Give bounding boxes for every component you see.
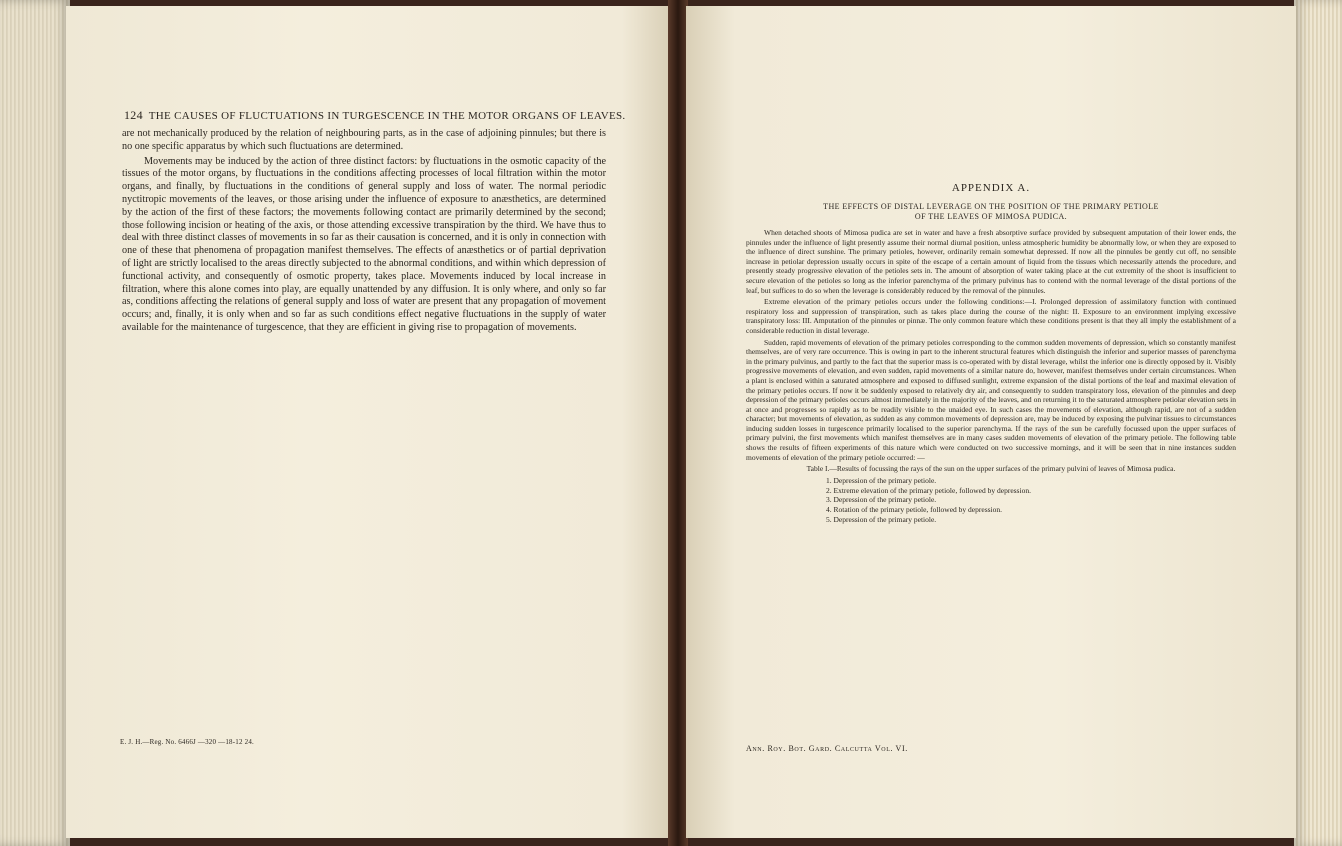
book-gutter bbox=[668, 0, 688, 846]
section-title bbox=[756, 202, 1226, 222]
right-page-edges bbox=[1294, 0, 1342, 846]
journal-footer: Ann. Roy. Bot. Gard. Calcutta Vol. VI. bbox=[746, 744, 908, 753]
running-head bbox=[124, 108, 625, 123]
left-page bbox=[66, 6, 670, 838]
section-title-line: THE EFFECTS OF DISTAL LEVERAGE ON THE POSITION OF THE PRIMARY PETIOLE bbox=[823, 202, 1159, 211]
paragraph: When detached shoots of Mimosa pudica are set in water and have a fresh absorptive surface provided by subsequent amputation of their lower ends, the pinnules under the influence of light presently assume their normal diurnal position, unless atmospheric humidity be abnormally low, or when they are exposed to the influence of direct sunshine. The primary petioles, however, ordinarily remain somewhat depressed. If now all the pinnules be gently cut off, no sensible increase in petiolar depression usually occurs in spite of the escape of a certain amount of liquid from the tissues which necessarily attends the procedure, and presently steady progressive elevation of the petioles sets in. The amount of absorption of water taking place at the cut extremity of the shoot is insufficient to secure elevation of the petioles so long as the inferior parenchyma of the primary pulvinus has to contend with the normal leverage of the distal portions of the leaf, but suffices to do so when the leverage is considerably reduced by the removal of the pinnules. bbox=[746, 228, 1236, 295]
list-item: 2. Extreme elevation of the primary petiole, followed by depression. bbox=[826, 485, 1031, 495]
paragraph: are not mechanically produced by the relation of neighbouring parts, as in the case of adjoining pinnules; but there is no one specific apparatus by which such fluctuations are determined. bbox=[122, 128, 606, 152]
paragraph: Sudden, rapid movements of elevation of the primary petioles corresponding to the common sudden movements of depression, which so constantly manifest themselves, are of very rare occurrence. This is owing in part to the inherent structural features which distinguish the inferior and superior masses of parenchyma in the primary pulvinus, and partly to the fact that the superior mass is co-operated with by distal leverage, whilst the inferior one is directly opposed by it. Visibly progressive movements of elevation, and even sudden, rapid movements of a similar nature do, however, manifest themselves under certain circumstances. When a plant is enclosed within a saturated atmosphere and exposed to diffused sunlight, extreme expansion of the distal portions of the leaf and maximal elevation of the primary petioles occurs. If now it be suddenly exposed to relatively dry air, and consequently to sudden transpiratory loss, elevation of the pinnules and deep depression of the primary petioles occurs almost immediately in the majority of the leaves, and on returning it to the saturated atmosphere petiolar elevation sets in at once and progresses so rapidly as to be readily visible to the unaided eye. In such cases the movements of elevation, although rapid, are not of a sudden character; but movements of elevation, as sudden as any common movements of depression are, may be induced by exposing the pulvinar tissues to circumstances inducing sudden losses in turgescence primarily localised to the superior parenchyma. If the rays of the sun be carefully focussed upon the upper surfaces of primary pulvini, the first movements which manifest themselves are in many cases sudden movements of elevation of the primary petiole. The following table shows the results of fifteen experiments of this nature which were conducted on two successive mornings, and it will be seen that in nine instances sudden movements of elevation of the primary petiole occurred: — bbox=[746, 337, 1236, 462]
table-caption: Table I.—Results of focussing the rays of the sun on the upper surfaces of the primary pulvini of leaves of Mimosa pudica. bbox=[806, 464, 1176, 474]
appendix-title: APPENDIX A. bbox=[951, 182, 1031, 194]
table-list bbox=[826, 476, 1236, 525]
running-head-title: THE CAUSES OF FLUCTUATIONS IN TURGESCENCE IN THE MOTOR ORGANS OF LEAVES. bbox=[148, 110, 626, 122]
list-item: 1. Depression of the primary petiole. bbox=[826, 475, 937, 485]
list-item: 3. Depression of the primary petiole. bbox=[826, 495, 937, 505]
section-title-line: OF THE LEAVES OF MIMOSA PUDICA. bbox=[914, 212, 1068, 221]
right-page-body bbox=[746, 228, 1236, 525]
printer-imprint: E. J. H.—Reg. No. 6466J —320 —18-12 24. bbox=[120, 738, 254, 746]
page-number: 124 bbox=[124, 108, 143, 122]
paragraph: Movements may be induced by the action of three distinct factors: by fluctuations in the osmotic capacity of the tissues of the motor organs, by fluctuations in the conditions affecting processes of local filtration within the motor organs, and finally, by fluctuations in the conditions of general supply and loss of water. The normal periodic nyctitropic movements of the leaves, or those arising under the influence of exposure to anæsthetics, are determined by the action of the first of these factors; the movements following contact are primarily determined by the second; those following incision or heating of the axis, or those attending excessive transpiration by the third. We have thus to deal with three distinct classes of movements in so far as their causation is concerned, and it is only in connection with one of these that phenomena of propagation manifest themselves. The effects of anæsthetics or of partial deprivation of light are strictly localised to the areas directly subjected to the abnormal conditions, and within which depression of functional activity, and consequently of osmotic property, takes place. Movements induced by local increase in filtration, where this alone comes into play, are equally unattended by any diffusion. It is only where, and only so far as, conditions affecting the relations of general supply and loss of water are present that any propagation of movement occurs; and, finally, it is only when and so far as such conditions effect negative fluctuations in the supply of water available for the maintenance of turgescence, that they are efficient in giving rise to propagation of movements. bbox=[122, 155, 606, 333]
paragraph: Extreme elevation of the primary petioles occurs under the following conditions:—I. Prolonged depression of assimilatory function with continued respiratory loss and suppression of transpiration, such as takes place during the course of the night: II. Exposure to an environment implying excessive transpiratory loss: III. Amputation of the pinnules or pinnæ. The only common feature which these conditions present is that they all imply the establishment of a considerable reduction in distal leverage. bbox=[746, 297, 1236, 335]
list-item: 4. Rotation of the primary petiole, followed by depression. bbox=[826, 505, 1003, 515]
left-page-edges bbox=[0, 0, 70, 846]
left-page-body bbox=[122, 128, 606, 337]
right-page bbox=[686, 6, 1296, 838]
list-item: 5. Depression of the primary petiole. bbox=[826, 515, 937, 525]
